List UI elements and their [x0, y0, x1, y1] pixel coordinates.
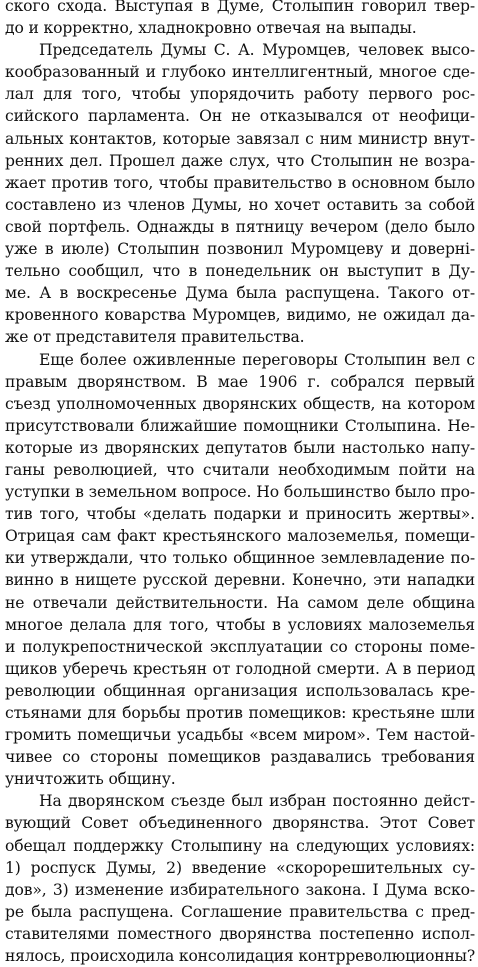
text-line: уступки в земельном вопросе. Но большинство было про-	[5, 483, 475, 502]
text-line: уничтожить общину.	[5, 770, 176, 789]
text-line: съезд уполномоченных дворянских обществ, на котором	[5, 394, 475, 413]
text-line: ме. А в воскресенье Дума была распущена. Такого от-	[5, 284, 475, 303]
text-line: свой портфель. Однажды в пятницу вечером (дело было	[5, 217, 475, 236]
paragraph-first-line: На дворянском съезде был избран постоянно дейст-	[39, 792, 475, 811]
text-line: революции общинная организация использовалась кре-	[5, 681, 475, 700]
text-line: ставителями поместного дворянства постепенно испол-	[5, 924, 475, 943]
text-line: чивее со стороны помещиков раздавались требования	[5, 748, 475, 767]
text-line: ре была распущена. Соглашение правительства с пред-	[5, 902, 475, 921]
text-line: жает против того, чтобы правительство в основном было	[5, 173, 475, 192]
text-line: сийского парламента. Он не отказывался от неофици-	[5, 107, 475, 126]
text-line: присутствовали ближайшие помощники Столыпина. Не-	[5, 416, 475, 435]
text-line: винно в нищете русской деревни. Конечно, эти нападки	[5, 571, 475, 590]
text-line: вующий Совет объединенного дворянства. Этот Совет	[5, 814, 475, 833]
paragraph-first-line: Председатель Думы С. А. Муромцев, человек высо-	[39, 41, 475, 60]
text-line: кровенного коварства Муромцев, видимо, не ожидал да-	[5, 306, 475, 325]
text-line: многое делала для того, чтобы в условиях малоземелья	[5, 615, 475, 634]
text-line: стьянами для борьбы против помещиков: крестьяне шли	[5, 704, 475, 722]
paragraph-first-line: Еще более оживленные переговоры Столыпин вел с	[39, 350, 475, 369]
text-line: 1) роспуск Думы, 2) введение «скорорешительных су-	[5, 858, 475, 877]
text-line: ганы революцией, что считали необходимым пойти на	[5, 460, 475, 479]
text-line: которые из дворянских депутатов были настолько напу-	[5, 438, 475, 457]
text-line: и полукрепостнической эксплуатации со стороны поме-	[5, 637, 475, 656]
text-line: тив того, чтобы «делать подарки и приносить жертвы».	[5, 505, 475, 524]
text-line: тельно сообщил, что в понедельник он выступит в Ду-	[5, 262, 475, 281]
text-line: ки утверждали, что только общинное землевладение по-	[5, 549, 475, 568]
text-line: дов», 3) изменение избирательного закона. I Дума вско-	[5, 880, 475, 899]
text-line: до и корректно, хладнокровно отвечая на выпады.	[5, 19, 417, 38]
text-line: составлено из членов Думы, но хочет оставить за собой	[5, 195, 475, 214]
book-page-text	[5, 0, 475, 967]
text-line: кообразованный и глубоко интеллигентный, многое сде-	[5, 63, 475, 82]
text-line: Отрицая сам факт крестьянского малоземелья, помещи-	[5, 527, 475, 546]
text-line: обещал поддержку Столыпину на следующих условиях:	[5, 836, 475, 855]
text-line: ренних дел. Прошел даже слух, что Столыпин не возра-	[5, 151, 475, 170]
text-line: ского схода. Выступая в Думе, Столыпин говорил твер-	[5, 0, 475, 15]
text-line: правым дворянством. В мае 1906 г. собрался первый	[5, 372, 475, 391]
text-line: нялось, происходила консолидация контрреволюционны?	[5, 947, 475, 966]
text-line: щиков уберечь крестьян от голодной смерти. А в период	[5, 659, 475, 678]
text-line: громить помещичьи усадьбы «всем миром». Тем настой-	[5, 726, 475, 745]
text-line: уже в июле) Столыпин позвонил Муромцеву и доверні-	[5, 240, 475, 259]
text-line: альных контактов, которые завязал с ним министр внут-	[5, 129, 475, 148]
text-line: же от представителя правительства.	[5, 328, 305, 347]
text-line: не отвечали действительности. На самом деле община	[5, 593, 475, 612]
text-line: лал для того, чтобы упорядочить работу первого рос-	[5, 85, 475, 104]
